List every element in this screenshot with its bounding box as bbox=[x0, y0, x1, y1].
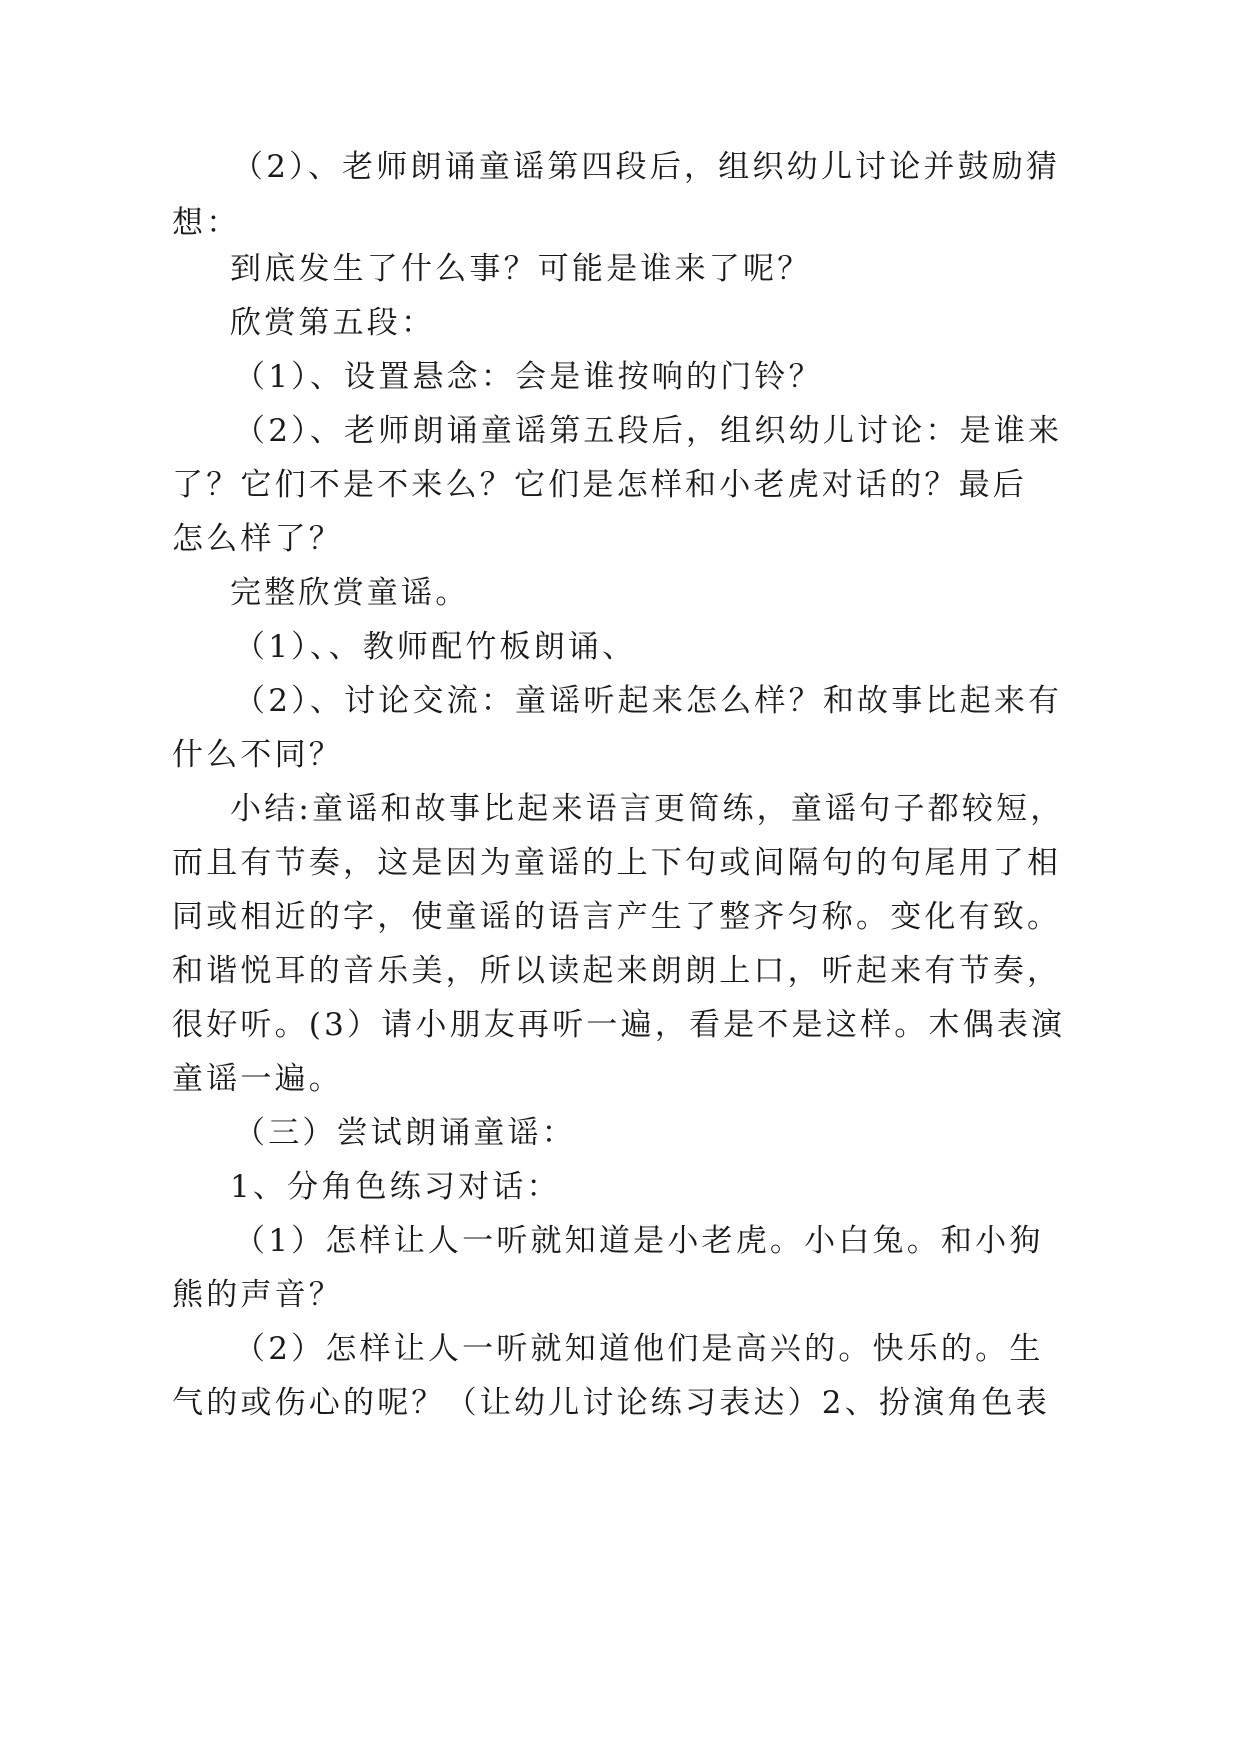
text-line: 同或相近的字，使童谣的语言产生了整齐匀称。变化有致。 bbox=[172, 899, 1062, 935]
text-line: 怎么样了？ bbox=[172, 521, 343, 557]
text-line: （2）、讨论交流：童谣听起来怎么样？和故事比起来有 bbox=[234, 683, 1063, 719]
text-line: 欣赏第五段： bbox=[230, 305, 436, 341]
text-line: 和谐悦耳的音乐美，所以读起来朗朗上口，听起来有节奏， bbox=[172, 953, 1062, 989]
text-line: （2）、老师朗诵童谣第四段后，组织幼儿讨论并鼓励猜 bbox=[232, 149, 1061, 185]
text-line: （1）、、教师配竹板朗诵、 bbox=[234, 629, 637, 665]
text-line: 想： bbox=[172, 205, 241, 241]
text-line: （1）怎样让人一听就知道是小老虎。小白兔。和小狗 bbox=[234, 1223, 1044, 1259]
text-line: 小结:童谣和故事比起来语言更简练，童谣句子都较短， bbox=[230, 791, 1065, 827]
text-line: 熊的声音？ bbox=[172, 1277, 343, 1313]
text-line: 什么不同？ bbox=[172, 737, 343, 773]
text-line: 气的或伤心的呢？（让幼儿讨论练习表达）2、扮演角色表 bbox=[172, 1385, 1050, 1421]
text-line: 完整欣赏童谣。 bbox=[230, 575, 470, 611]
text-line: （2）怎样让人一听就知道他们是高兴的。快乐的。生 bbox=[234, 1331, 1044, 1367]
text-line: 1、分角色练习对话： bbox=[230, 1169, 561, 1205]
text-line: 很好听。(3）请小朋友再听一遍，看是不是这样。木偶表演 bbox=[172, 1007, 1066, 1043]
text-line: 了？它们不是不来么？它们是怎样和小老虎对话的？最后 bbox=[172, 467, 1027, 503]
text-line: 童谣一遍。 bbox=[172, 1061, 343, 1097]
text-line: （1）、设置悬念：会是谁按响的门铃？ bbox=[234, 359, 823, 395]
text-line: （2）、老师朗诵童谣第五段后，组织幼儿讨论：是谁来 bbox=[234, 413, 1063, 449]
text-line: （三）尝试朗诵童谣： bbox=[234, 1115, 576, 1151]
text-line: 而且有节奏，这是因为童谣的上下句或间隔句的句尾用了相 bbox=[172, 845, 1062, 881]
text-line: 到底发生了什么事？可能是谁来了呢？ bbox=[230, 251, 812, 287]
